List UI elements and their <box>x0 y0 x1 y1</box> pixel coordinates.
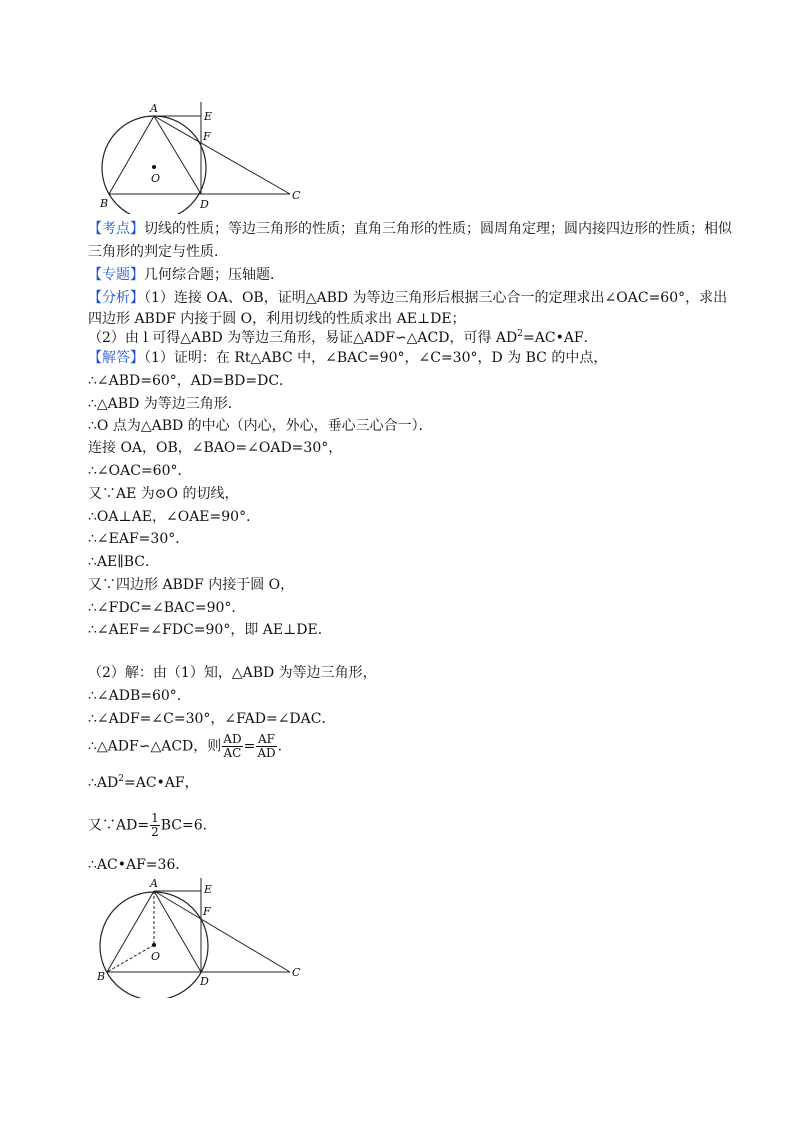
proof1-line: ∴∠EAF=30°． <box>88 531 190 547</box>
proof2-line-5 <box>88 773 199 793</box>
proof2-line-2: ∴∠ADB=60°． <box>88 688 191 704</box>
fraction-af-ad <box>256 733 276 760</box>
proof1-line: ∴∠ABD=60°，AD=BD=DC． <box>88 373 294 389</box>
fenxi-text-2: 四边形 ABDF 内接于圆 O，利用切线的性质求出 AE⊥DE； <box>88 311 466 327</box>
segment-ac <box>154 891 290 972</box>
proof1-line: ∴AE∥BC． <box>88 554 159 570</box>
geometry-figure-1 <box>90 98 320 214</box>
label-a: A <box>150 102 158 115</box>
segment-ab <box>107 891 154 972</box>
fraction-numerator: 1 <box>151 811 159 825</box>
fenxi-sup: 2 <box>517 329 524 339</box>
fenxi-line-3 <box>88 328 598 348</box>
proof1-line: ∴∠OAC=60°． <box>88 463 192 479</box>
proof1-line: 又∵四边形 ABDF 内接于圆 O， <box>88 577 295 593</box>
proof2-sup: 2 <box>118 774 124 784</box>
label-f: F <box>203 905 211 918</box>
center-point-o <box>152 165 156 169</box>
jieda-line <box>88 348 607 368</box>
proof1-line: ∴△ABD 为等边三角形． <box>88 396 242 412</box>
label-e: E <box>204 883 213 896</box>
proof2-text-6a: 又∵AD= <box>88 817 150 834</box>
proof2-text-4a: ∴△ADF∽△ACD，则 <box>88 738 222 755</box>
proof2-text-4-end: . <box>277 738 283 755</box>
proof2-line-3: ∴∠ADF=∠C=30°，∠FAD=∠DAC． <box>88 711 336 727</box>
segment-ab <box>109 116 154 194</box>
fraction-one-half <box>150 812 160 839</box>
jieda-text: （1）证明：在 Rt△ABC 中，∠BAC=90°，∠C=30°，D 为 BC 的中点， <box>144 350 608 366</box>
proof2-line-4 <box>88 733 282 760</box>
label-d: D <box>200 198 209 211</box>
label-c: C <box>292 966 301 979</box>
fenxi-line-1 <box>88 288 727 308</box>
fraction-numerator: AF <box>257 732 275 746</box>
fenxi-text-3a: （2）由 l 可得△ABD 为等边三角形，易证△ADF∽△ACD，可得 AD <box>88 330 518 346</box>
label-f: F <box>203 130 211 143</box>
jieda-tag: 【解答】 <box>88 350 144 366</box>
kaodian-line-2 <box>88 242 228 262</box>
label-c: C <box>292 189 301 202</box>
label-e: E <box>204 110 213 123</box>
label-o: O <box>151 172 161 185</box>
fraction-denominator: 2 <box>151 825 159 839</box>
zhuanti-tag: 【专题】 <box>88 267 144 283</box>
fraction-denominator: AD <box>257 746 276 760</box>
label-b: B <box>97 970 106 983</box>
proof1-line: ∴OA⊥AE，∠OAE=90°． <box>88 509 261 525</box>
fraction-denominator: AC <box>223 746 242 760</box>
segment-ad <box>154 116 201 194</box>
kaodian-tag: 【考点】 <box>88 221 144 237</box>
label-a: A <box>150 877 158 890</box>
proof1-line: 连接 OA，OB，∠BAO=∠OAD=30°， <box>88 440 343 456</box>
kaodian-text-1: 切线的性质；等边三角形的性质；直角三角形的性质；圆周角定理；圆内接四边形的性质；相似 <box>144 221 732 237</box>
proof2-line-7: ∴AC•AF=36． <box>88 857 190 873</box>
kaodian-text-2: 三角形的判定与性质． <box>88 244 228 260</box>
kaodian-line-1 <box>88 219 732 239</box>
segment-ad <box>154 891 201 972</box>
fenxi-tag: 【分析】 <box>88 290 144 306</box>
zhuanti-text: 几何综合题；压轴题． <box>144 267 284 283</box>
proof1-line: ∴∠AEF=∠FDC=90°，即 AE⊥DE． <box>88 622 332 638</box>
fenxi-text-3b: =AC•AF． <box>523 330 598 346</box>
proof1-line: 又∵AE 为⊙O 的切线， <box>88 486 239 502</box>
proof2-text-6b: BC=6． <box>160 817 217 834</box>
proof1-line: ∴O 点为△ABD 的中心（内心，外心，垂心三心合一）． <box>88 418 433 434</box>
geometry-figure-2 <box>90 876 320 998</box>
fraction-numerator: AD <box>223 732 242 746</box>
label-o: O <box>151 950 161 963</box>
proof2-text-5b: =AC•AF， <box>123 775 199 791</box>
label-b: B <box>100 197 109 210</box>
fenxi-line-2 <box>88 309 466 329</box>
segment-ac <box>154 116 290 194</box>
center-point-o <box>152 943 156 947</box>
fraction-ad-ac <box>222 733 242 760</box>
proof2-line-1: （2）解：由（1）知，△ABD 为等边三角形， <box>88 665 377 681</box>
zhuanti-line <box>88 265 284 285</box>
label-d: D <box>200 975 209 988</box>
equals-sign: = <box>243 738 256 755</box>
fenxi-text-1: （1）连接 OA、OB，证明△ABD 为等边三角形后根据三心合一的定理求出∠OAC=60°，求出 <box>144 290 728 306</box>
proof1-line: ∴∠FDC=∠BAC=90°． <box>88 600 246 616</box>
proof2-line-6 <box>88 812 217 839</box>
proof2-text-5a: ∴AD <box>88 775 119 791</box>
dashed-segment-ob <box>107 945 154 972</box>
